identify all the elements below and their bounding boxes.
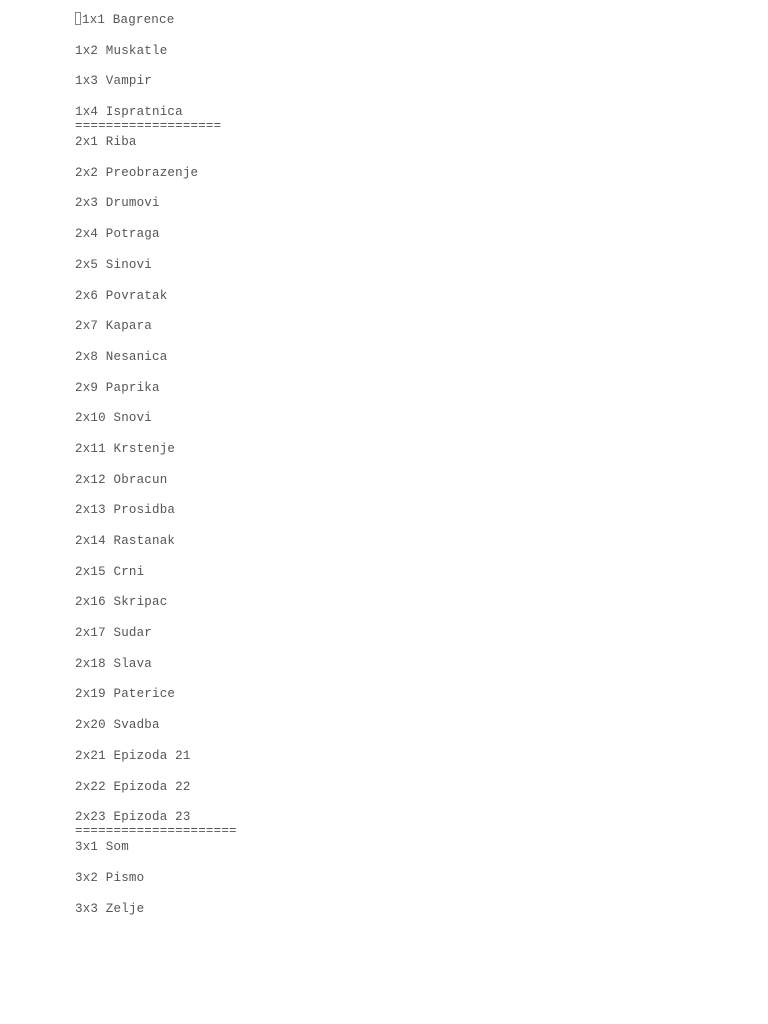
episode-line: 2x3 Drumovi — [75, 196, 160, 211]
episode-line: 1x1 Bagrence — [75, 10, 735, 30]
episode-line: 2x15 Crni — [75, 564, 145, 579]
episode-line: 2x14 Rastanak — [75, 534, 176, 548]
episode-line: 3x1 Som — [75, 840, 129, 855]
episode-line: 2x19 Paterice — [75, 687, 176, 702]
episode-line: 1x2 Muskatle — [75, 43, 168, 58]
episode-line: 2x12 Obracun — [75, 472, 168, 487]
episode-line: 2x6 Povratak — [75, 288, 168, 303]
episode-line: 2x1 Riba — [75, 135, 137, 150]
episode-line: 2x8 Nesanica — [75, 349, 168, 364]
episode-line: 2x21 Epizoda 21 — [75, 748, 191, 763]
episode-line: 2x22 Epizoda 22 — [75, 779, 191, 794]
plain-text-document — [75, 10, 735, 919]
episode-line: 2x16 Skripac — [75, 595, 168, 610]
episode-line: 3x3 Zelje — [75, 901, 145, 916]
episode-line: 2x5 Sinovi — [75, 257, 153, 272]
byte-order-mark-glyph — [75, 12, 81, 25]
episode-line: 2x17 Sudar — [75, 626, 153, 641]
episode-line: 2x7 Kapara — [75, 319, 153, 334]
episode-line: 2x18 Slava — [75, 656, 153, 671]
episode-line: 2x9 Paprika — [75, 380, 160, 395]
episode-line: 1x3 Vampir — [75, 74, 153, 89]
episode-line: 1x4 Ispratnica — [75, 105, 183, 120]
episode-line: 2x20 Svadba — [75, 718, 160, 733]
episode-line: 2x2 Preobrazenje — [75, 165, 199, 180]
season-separator: =================== — [75, 122, 222, 133]
episode-line: 2x10 Snovi — [75, 411, 153, 426]
episode-line: 2x11 Krstenje — [75, 441, 176, 456]
episode-line: 3x2 Pismo — [75, 870, 145, 885]
season-separator: ===================== — [75, 827, 237, 838]
episode-line: 2x23 Epizoda 23 — [75, 810, 191, 825]
episode-line: 2x4 Potraga — [75, 227, 160, 242]
episode-line: 2x13 Prosidba — [75, 503, 176, 518]
